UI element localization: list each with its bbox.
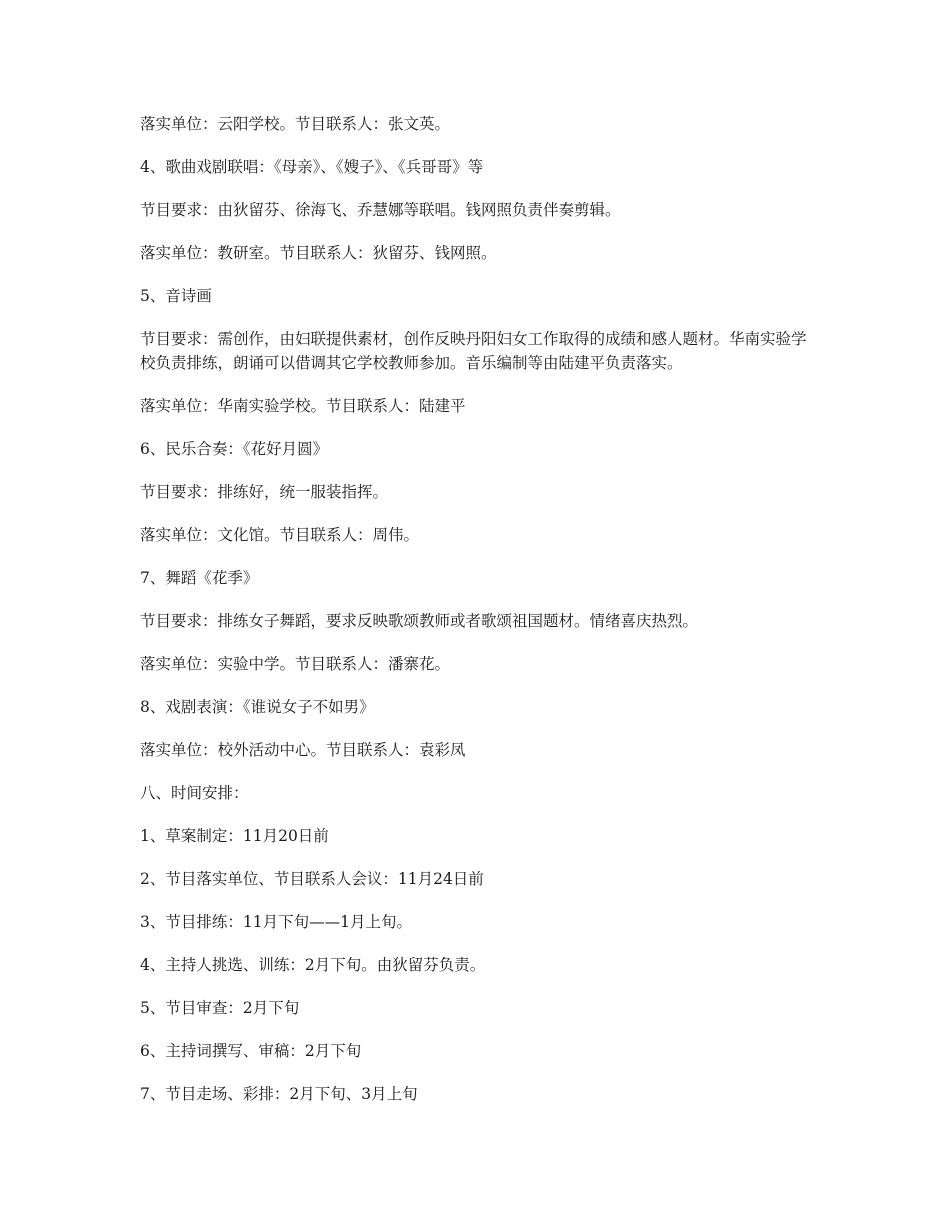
schedule-item-3: 3、节目排练：11月下旬——1月上旬。 xyxy=(140,913,412,931)
paragraph-item-7-title: 7、舞蹈《花季》 xyxy=(140,569,259,587)
section-heading-schedule: 八、时间安排： xyxy=(140,784,249,802)
paragraph-unit-yunyang: 落实单位：云阳学校。节目联系人：张文英。 xyxy=(140,115,451,133)
paragraph-item-6-unit: 落实单位：文化馆。节目联系人：周伟。 xyxy=(140,526,420,544)
paragraph-item-4-unit: 落实单位：教研室。节目联系人：狄留芬、钱网照。 xyxy=(140,244,497,262)
paragraph-item-4-title: 4、歌曲戏剧联唱：《母亲》、《嫂子》、《兵哥哥》等 xyxy=(140,158,484,176)
paragraph-item-7-requirement: 节目要求：排练女子舞蹈，要求反映歌颂教师或者歌颂祖国题材。情绪喜庆热烈。 xyxy=(140,612,699,630)
schedule-item-6: 6、主持词撰写、审稿：2月下旬 xyxy=(140,1042,362,1060)
schedule-item-7: 7、节目走场、彩排：2月下旬、3月上旬 xyxy=(140,1085,418,1103)
paragraph-item-6-title: 6、民乐合奏：《花好月圆》 xyxy=(140,440,329,458)
document-body xyxy=(140,112,820,1125)
paragraph-item-4-requirement: 节目要求：由狄留芬、徐海飞、乔慧娜等联唱。钱网照负责伴奏剪辑。 xyxy=(140,201,621,219)
paragraph-item-5-title: 5、音诗画 xyxy=(140,287,212,305)
paragraph-item-5-unit: 落实单位：华南实验学校。节目联系人：陆建平 xyxy=(140,397,466,415)
paragraph-item-8-unit: 落实单位：校外活动中心。节目联系人：袁彩凤 xyxy=(140,741,466,759)
paragraph-item-6-requirement: 节目要求：排练好，统一服装指挥。 xyxy=(140,483,389,501)
schedule-item-2: 2、节目落实单位、节目联系人会议：11月24日前 xyxy=(140,870,484,888)
schedule-item-1: 1、草案制定：11月20日前 xyxy=(140,827,329,845)
paragraph-item-5-requirement: 节目要求：需创作，由妇联提供素材，创作反映丹阳妇女工作取得的成绩和感人题材。华南实验学校负责排练，朗诵可以借调其它学校教师参加。音乐编制等由陆建平负责落实。 xyxy=(140,330,807,372)
schedule-item-4: 4、主持人挑选、训练：2月下旬。由狄留芬负责。 xyxy=(140,956,486,974)
paragraph-item-7-unit: 落实单位：实验中学。节目联系人：潘寨花。 xyxy=(140,655,451,673)
paragraph-item-8-title: 8、戏剧表演：《谁说女子不如男》 xyxy=(140,698,375,716)
schedule-item-5: 5、节目审查：2月下旬 xyxy=(140,999,300,1017)
